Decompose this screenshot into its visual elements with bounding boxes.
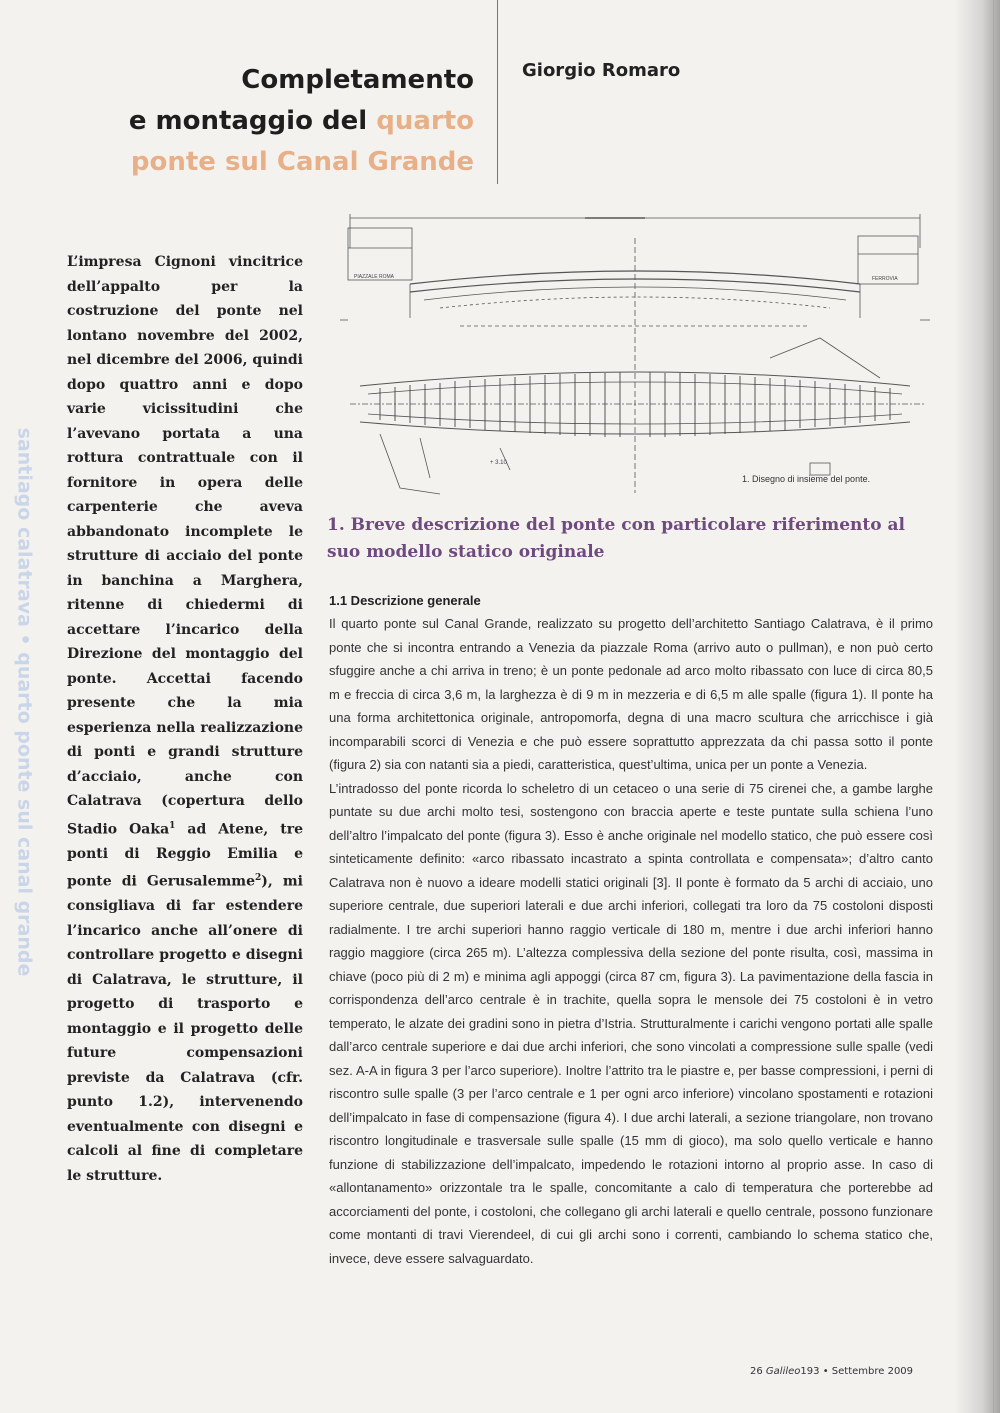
label-ferrovia: FERROVIA (872, 276, 898, 282)
title-line-2: e montaggio del (128, 106, 368, 136)
intro-text-3: ), mi consigliava di far estendere l’incarico anche all’onere di controllare progetto e disegni di Calatrava, le strutture, il progetto di trasporto e montaggio e il progetto delle future compensazioni previste da Calatrava (cfr. punto 1.2), intervenendo eventualmente con disegni e calcoli al fine di completare le strutture. (67, 873, 303, 1184)
intro-paragraph (67, 250, 303, 1188)
issue-date: Settembre 2009 (831, 1366, 914, 1377)
issue-number: 193 (800, 1366, 820, 1377)
bridge-drawing (340, 208, 930, 498)
section-heading: 1. Breve descrizione del ponte con particolare riferimento al suo modello statico originale (327, 515, 905, 562)
side-tag-text: santiago calatrava • quarto ponte sul canal grande (13, 427, 35, 977)
article-title (100, 60, 474, 183)
figure-caption: 1. Disegno di insieme del ponte. (742, 474, 871, 484)
title-line-1: Completamento (241, 65, 474, 95)
intro-text-1: L’impresa Cignoni vincitrice dell’appalto per la costruzione del ponte nel lontano novembre del 2002, nel dicembre del 2006, quindi dopo quattro anni e dopo varie vicissitudini che l’avevano portata a una rottura contrattuale con il fornitore in opera delle carpenterie che aveva abbandonato incomplete le strutture di acciaio del ponte in banchina a Marghera, ritenne di chiedermi di accettare l’incarico della Direzione del montaggio del ponte. Accettai facendo presente che la mia esperienza nella realizzazione di ponti e grandi strutture d’acciaio, anche con Calatrava (copertura dello Stadio Oaka (67, 254, 303, 838)
author-name: Giorgio Romaro (522, 60, 681, 81)
body-paragraph-1: Il quarto ponte sul Canal Grande, realizzato su progetto dell’architetto Santiago Calatrava, è il primo ponte che si incontra entrando a Venezia da piazzale Roma (arrivo auto o pullman), e non può certo sfuggire anche a chi arriva in treno; è un ponte pedonale ad arco molto ribassato con luce di circa 80,5 m e freccia di circa 3,6 m, la larghezza è di 9 m in mezzeria e di 6,5 m alle spalle (figura 1). Il ponte ha una forma architettonica originale, antropomorfa, degna di una macro scultura che arricchisce i già incomparabili scorci di Venezia e che può essere soprattutto apprezzata da chi passa sotto il ponte (figura 2) sia con natanti sia a piedi, caratteristica, quest’ultima, unica per un ponte a Venezia. (329, 616, 933, 772)
title-accent-1: quarto (376, 106, 474, 136)
article-body (329, 612, 933, 1270)
page-footer (750, 1366, 913, 1377)
bridge-drawing-figure (340, 208, 930, 498)
footnote-ref-2: 2 (255, 873, 262, 884)
title-accent-2: ponte sul Canal Grande (130, 147, 474, 177)
page-edge (993, 0, 994, 1413)
subsection-heading: 1.1 Descrizione generale (329, 593, 481, 608)
magazine-name: Galileo (765, 1366, 801, 1377)
intro-text-2: ad Atene, tre ponti di Reggio Emilia e ponte di Gerusalemme (67, 821, 303, 890)
side-running-tag (4, 427, 44, 977)
label-piazzale-roma: PIAZZALE ROMA (354, 274, 395, 280)
footer-separator: • (822, 1366, 829, 1377)
title-divider (497, 0, 498, 184)
label-elevation: + 3.10 (490, 460, 507, 466)
footnote-ref-1: 1 (169, 820, 176, 831)
body-paragraph-2: L’intradosso del ponte ricorda lo scheletro di un cetaceo o una serie di 75 cirenei che, a gambe larghe puntate su due archi molto tesi, sostengono con braccia aperte e teste puntate sulla schiena l’uno dell’altro l’impalcato del ponte (figura 3). Esso è anche originale nel modello statico, che può essere così sinteticamente definito: «arco ribassato incastrato a spinta controllata e compensata»; d’altro canto Calatrava non è nuovo a ideare modelli statici originali [3]. Il ponte è formato da 5 archi di acciaio, uno superiore centrale, due superiori laterali e due archi inferiori, collegati tra loro da 75 costoloni disposti radialmente. I tre archi superiori hanno raggio verticale di 180 m, mentre i due archi inferiori hanno raggio maggiore (circa 265 m). L’altezza complessiva della sezione del ponte risulta, così, massima in chiave (poco più di 2 m) e minima agli appoggi (circa 87 cm, figura 3). La pavimentazione della fascia in corrispondenza dell’arco centrale è in trachite, quella sopra le mensole dei 75 costoloni è in vetro temperato, le alzate dei gradini sono in pietra d’Istria. Strutturalmente i carichi vengono portati alle spalle dall’arco centrale superiore e dai due archi inferiori, che sono vincolati a compressione sulle spalle (vedi sez. A-A in figura 3 per l’arco superiore). Inoltre l’attrito tra le piastre e, per basse compressioni, i perni di riscontro sulle spalle (3 per l’arco centrale e 1 per ogni arco inferiore) vincolano spostamenti e rotazioni dell’impalcato in fase di compensazione (figura 4). I due archi laterali, a sezione triangolare, non trovano riscontro longitudinale e trasversale sulle spalle (15 mm di gioco), ma solo quello verticale e hanno funzione di stabilizzazione dell’impalcato, impedendo le rotazioni intorno al proprio asse. In caso di «allontanamento» orizzontale tra le spalle, concomitante a calo di temperatura che porterebbe ad accorciamenti del ponte, i costoloni, che collegano gli archi laterali e quello centrale, possono funzionare come montanti di travi Vierendeel, di cui gli archi sono i correnti, cambiando lo schema statico che, invece, deve essere salvaguardato. (329, 780, 933, 1266)
page-number: 26 (750, 1366, 763, 1377)
